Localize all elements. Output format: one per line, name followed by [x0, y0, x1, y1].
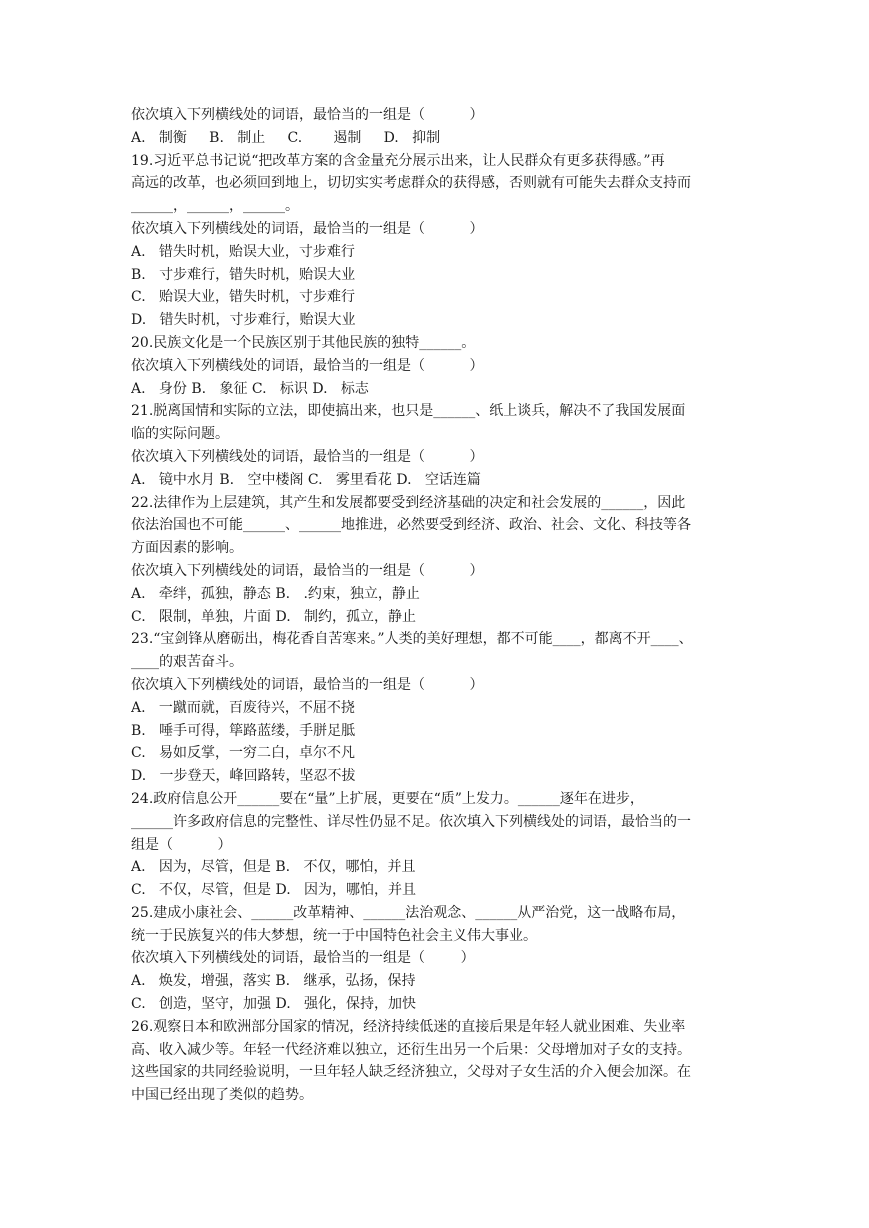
text-line: A. 因为，尽管，但是 B. 不仅，哪怕，并且: [131, 859, 416, 876]
text-line: 方面因素的影响。: [131, 540, 243, 557]
text-line: ______，______，______。: [131, 198, 299, 215]
text-line: C. 不仅，尽管，但是 D. 因为，哪怕，并且: [131, 882, 416, 899]
text-line: A. 牵绊，孤独，静态 B. .约束，独立，静止: [131, 585, 420, 602]
text-line: 高远的改革，也必须回到地上，切切实实考虑群众的获得感，否则就有可能失去群众支持而: [131, 175, 691, 192]
text-line: A. 焕发，增强，落实 B. 继承，弘扬，保持: [131, 973, 416, 990]
text-line: 26.观察日本和欧洲部分国家的情况，经济持续低迷的直接后果是年轻人就业困难、失业率: [131, 1018, 686, 1035]
text-line: 依法治国也不可能______、______地推进，必然要受到经济、政治、社会、文化、科技等各: [131, 517, 691, 534]
text-line: 25.建成小康社会、______改革精神、______法治观念、______从严治党，这一战略布局，: [131, 904, 686, 921]
text-line: 24.政府信息公开______要在“量”上扩展，更要在“质”上发力。______逐年在进步，: [131, 790, 644, 807]
text-line: B. 寸步难行，错失时机，贻误大业: [131, 266, 356, 283]
text-line: 高、收入减少等。年轻一代经济难以独立，还衍生出另一个后果：父母增加对子女的支持。: [131, 1041, 691, 1058]
text-line: B. 唾手可得，筚路蓝缕，手胼足胝: [131, 722, 356, 739]
text-line: 依次填入下列横线处的词语，最恰当的一组是（ ）: [131, 950, 475, 967]
text-line: 依次填入下列横线处的词语，最恰当的一组是（ ）: [131, 220, 484, 237]
text-line: 19.习近平总书记说“把改革方案的含金量充分展示出来，让人民群众有更多获得感。”再: [131, 152, 665, 169]
text-line: D. 一步登天，峰回路转，坚忍不拔: [131, 768, 356, 785]
text-line: 依次填入下列横线处的词语，最恰当的一组是（ ）: [131, 676, 484, 693]
text-line: A. 制衡 B. 制止 C. 遏制 D. 抑制: [131, 129, 441, 146]
text-line: A. 错失时机，贻误大业，寸步难行: [131, 243, 355, 260]
text-line: D. 错失时机，寸步难行，贻误大业: [131, 312, 356, 329]
text-line: 临的实际问题。: [131, 426, 229, 443]
text-line: C. 易如反掌，一穷二白，卓尔不凡: [131, 745, 356, 762]
text-line: C. 限制，单独，片面 D. 制约，孤立，静止: [131, 608, 416, 625]
text-line: 组是（ ）: [131, 836, 232, 853]
text-line: C. 创造，坚守，加强 D. 强化，保持，加快: [131, 996, 416, 1013]
text-line: C. 贻误大业，错失时机，寸步难行: [131, 289, 356, 306]
document-page: [131, 104, 746, 1107]
text-line: 依次填入下列横线处的词语，最恰当的一组是（ ）: [131, 357, 484, 374]
text-line: 依次填入下列横线处的词语，最恰当的一组是（ ）: [131, 562, 484, 579]
text-line: 依次填入下列横线处的词语，最恰当的一组是（ ）: [131, 448, 484, 465]
text-line: ____的艰苦奋斗。: [131, 654, 243, 671]
text-line: 中国已经出现了类似的趋势。: [131, 1087, 313, 1104]
text-line: A. 镜中水月 B. 空中楼阁 C. 雾里看花 D. 空话连篇: [131, 471, 481, 488]
text-line: 依次填入下列横线处的词语，最恰当的一组是（ ）: [131, 107, 484, 123]
text-line: 22.法律作为上层建筑，其产生和发展都要受到经济基础的决定和社会发展的______，因此: [131, 494, 686, 511]
text-line: A. 一蹴而就，百废待兴，不屈不挠: [131, 699, 355, 716]
text-line: 20.民族文化是一个民族区别于其他民族的独特______。: [131, 334, 476, 351]
text-line: ______许多政府信息的完整性、详尽性仍显不足。依次填入下列横线处的词语，最恰当的一: [131, 813, 691, 830]
text-line: 这些国家的共同经验说明，一旦年轻人缺乏经济独立，父母对子女生活的介入便会加深。在: [131, 1064, 691, 1081]
text-line: 23.“宝剑锋从磨砺出，梅花香自苦寒来。”人类的美好理想，都不可能____，都离不开____、: [131, 631, 693, 648]
text-line: 21.脱离国情和实际的立法，即使搞出来，也只是______、纸上谈兵，解决不了我国发展面: [131, 403, 686, 420]
text-line: A. 身份 B. 象征 C. 标识 D. 标志: [131, 380, 369, 397]
text-line: 统一于民族复兴的伟大梦想，统一于中国特色社会主义伟大事业。: [131, 927, 537, 944]
